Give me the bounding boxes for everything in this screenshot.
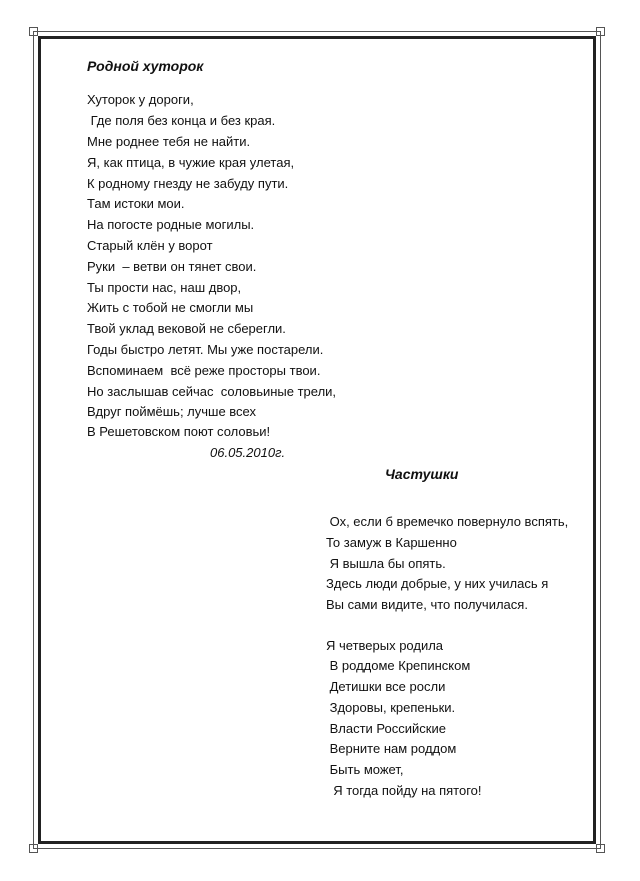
poem-line: Ты прости нас, наш двор, — [87, 280, 242, 295]
poem-date: 06.05.2010г. — [210, 445, 286, 460]
poem-line: Я четверых родила — [326, 638, 444, 653]
poem-line: Руки – ветви он тянет свои. — [87, 259, 257, 274]
poem-line: Твой уклад вековой не сберегли. — [87, 321, 286, 336]
poem-title: Родной хуторок — [87, 58, 204, 74]
poem-line: То замуж в Каршенно — [326, 535, 457, 550]
corner-top-left — [29, 27, 38, 36]
poem-line: Годы быстро летят. Мы уже постарели. — [87, 342, 324, 357]
poem-line: В Решетовском поют соловьи! — [87, 424, 271, 439]
poem-line: Но заслышав сейчас соловьиные трели, — [87, 384, 337, 399]
poem-line: Здоровы, крепеньки. — [326, 700, 456, 715]
poem-line: К родному гнезду не забуду пути. — [87, 176, 289, 191]
poem-line: Старый клён у ворот — [87, 238, 213, 253]
poem-line: Верните нам роддом — [326, 741, 457, 756]
corner-bottom-right — [596, 844, 605, 853]
poem-line: Хуторок у дороги, — [87, 92, 194, 107]
poem-line: На погосте родные могилы. — [87, 217, 255, 232]
poem-line: Вдруг поймёшь; лучше всех — [87, 404, 257, 419]
corner-bottom-left — [29, 844, 38, 853]
poem-line: Власти Российские — [326, 721, 446, 736]
poem-line: Где поля без конца и без края. — [87, 113, 276, 128]
poem-line: Вспоминаем всё реже просторы твои. — [87, 363, 321, 378]
poem-line: Я вышла бы опять. — [326, 556, 446, 571]
chastushki-title: Частушки — [385, 466, 459, 482]
poem-line: Мне роднее тебя не найти. — [87, 134, 251, 149]
poem-line: Детишки все росли — [326, 679, 446, 694]
poem-line: Здесь люди добрые, у них училась я — [326, 576, 549, 591]
poem-line: Я тогда пойду на пятого! — [326, 783, 482, 798]
poem-line: В роддоме Крепинском — [326, 658, 471, 673]
corner-top-right — [596, 27, 605, 36]
poem-line: Быть может, — [326, 762, 404, 777]
poem-line: Ох, если б времечко повернуло вспять, — [326, 514, 569, 529]
poem-line: Я, как птица, в чужие края улетая, — [87, 155, 295, 170]
poem-line: Вы сами видите, что получилася. — [326, 597, 528, 612]
poem-line: Жить с тобой не смогли мы — [87, 300, 254, 315]
poem-line: Там истоки мои. — [87, 196, 185, 211]
